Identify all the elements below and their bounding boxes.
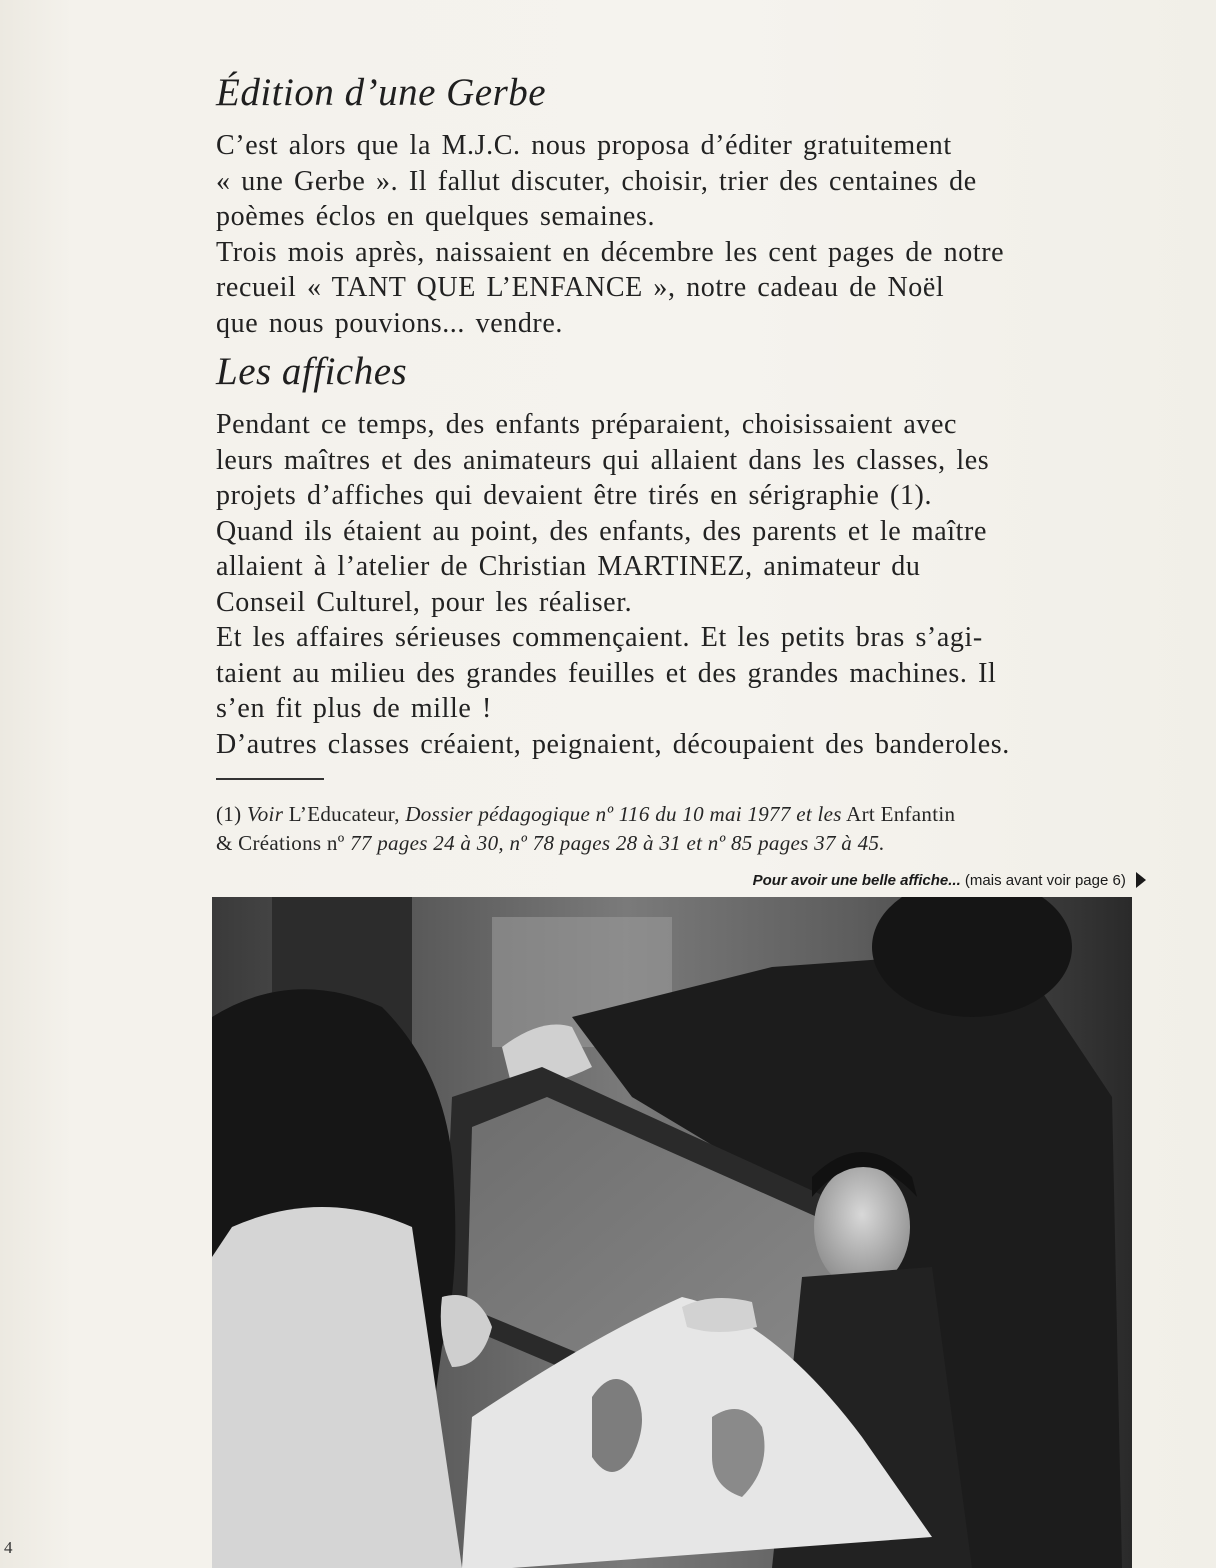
triangle-right-icon xyxy=(1136,872,1146,888)
text-line: poèmes éclos en quelques semaines. xyxy=(216,201,656,232)
text-line: taient au milieu des grandes feuilles et des grandes machines. Il xyxy=(216,657,997,689)
section-heading-affiches: Les affiches xyxy=(216,350,408,393)
footnote-line-1 xyxy=(216,800,1132,829)
text-line: Trois mois après, naissaient en décembre les cent pages de notre xyxy=(216,236,1005,268)
paragraph-affiches xyxy=(216,407,1132,762)
text-line: recueil « TANT QUE L’ENFANCE », notre cadeau de Noël xyxy=(216,272,945,303)
footnote-marker: (1) xyxy=(216,802,242,826)
footnote-divider xyxy=(216,778,324,780)
photo-silkscreen-workshop xyxy=(212,897,1132,1568)
text-line: allaient à l’atelier de Christian MARTINEZ, animateur du xyxy=(216,551,921,582)
footnote-text-dossier: Dossier pédagogique nº 116 du 10 mai 1977 et les xyxy=(405,802,842,826)
text-line: que nous pouvions... vendre. xyxy=(216,307,563,339)
photo-caption xyxy=(753,872,1146,889)
caption-normal-text: (mais avant voir page 6) xyxy=(964,872,1126,889)
text-line: Quand ils étaient au point, des enfants, des parents et le maître xyxy=(216,515,988,547)
paragraph-edition xyxy=(216,128,1132,341)
text-line: D’autres classes créaient, peignaient, découpaient des banderoles. xyxy=(216,728,1010,760)
caption-bold-text: Pour avoir une belle affiche... xyxy=(752,872,961,889)
text-line: Et les affaires sérieuses commençaient. Et les petits bras s’agi- xyxy=(216,622,983,653)
text-line: C’est alors que la M.J.C. nous proposa d’éditer gratuitement xyxy=(216,130,952,161)
footnote-text-voir: Voir xyxy=(246,802,284,826)
footnote-text-pages: 77 pages 24 à 30, nº 78 pages 28 à 31 et nº 85 pages 37 à 45. xyxy=(350,831,885,855)
photo-illustration xyxy=(212,897,1132,1568)
footnote-text-creations: & Créations nº xyxy=(216,831,345,855)
text-line: Pendant ce temps, des enfants préparaient, choisissaient avec xyxy=(216,409,958,440)
footnote-line-2 xyxy=(216,829,1132,858)
text-line: « une Gerbe ». Il fallut discuter, choisir, trier des centaines de xyxy=(216,165,977,197)
footnote xyxy=(216,800,1132,858)
text-line: s’en fit plus de mille ! xyxy=(216,693,492,724)
section-heading-edition: Édition d’une Gerbe xyxy=(216,71,547,114)
footnote-text-art-enfantin: Art Enfantin xyxy=(846,802,956,826)
page-number: 4 xyxy=(4,1538,13,1557)
text-line: Conseil Culturel, pour les réaliser. xyxy=(216,586,633,618)
text-line: projets d’affiches qui devaient être tirés en sérigraphie (1). xyxy=(216,480,933,511)
text-column xyxy=(216,70,1132,858)
footnote-text-educateur: L’Educateur, xyxy=(288,802,400,826)
text-line: leurs maîtres et des animateurs qui allaient dans les classes, les xyxy=(216,444,990,476)
